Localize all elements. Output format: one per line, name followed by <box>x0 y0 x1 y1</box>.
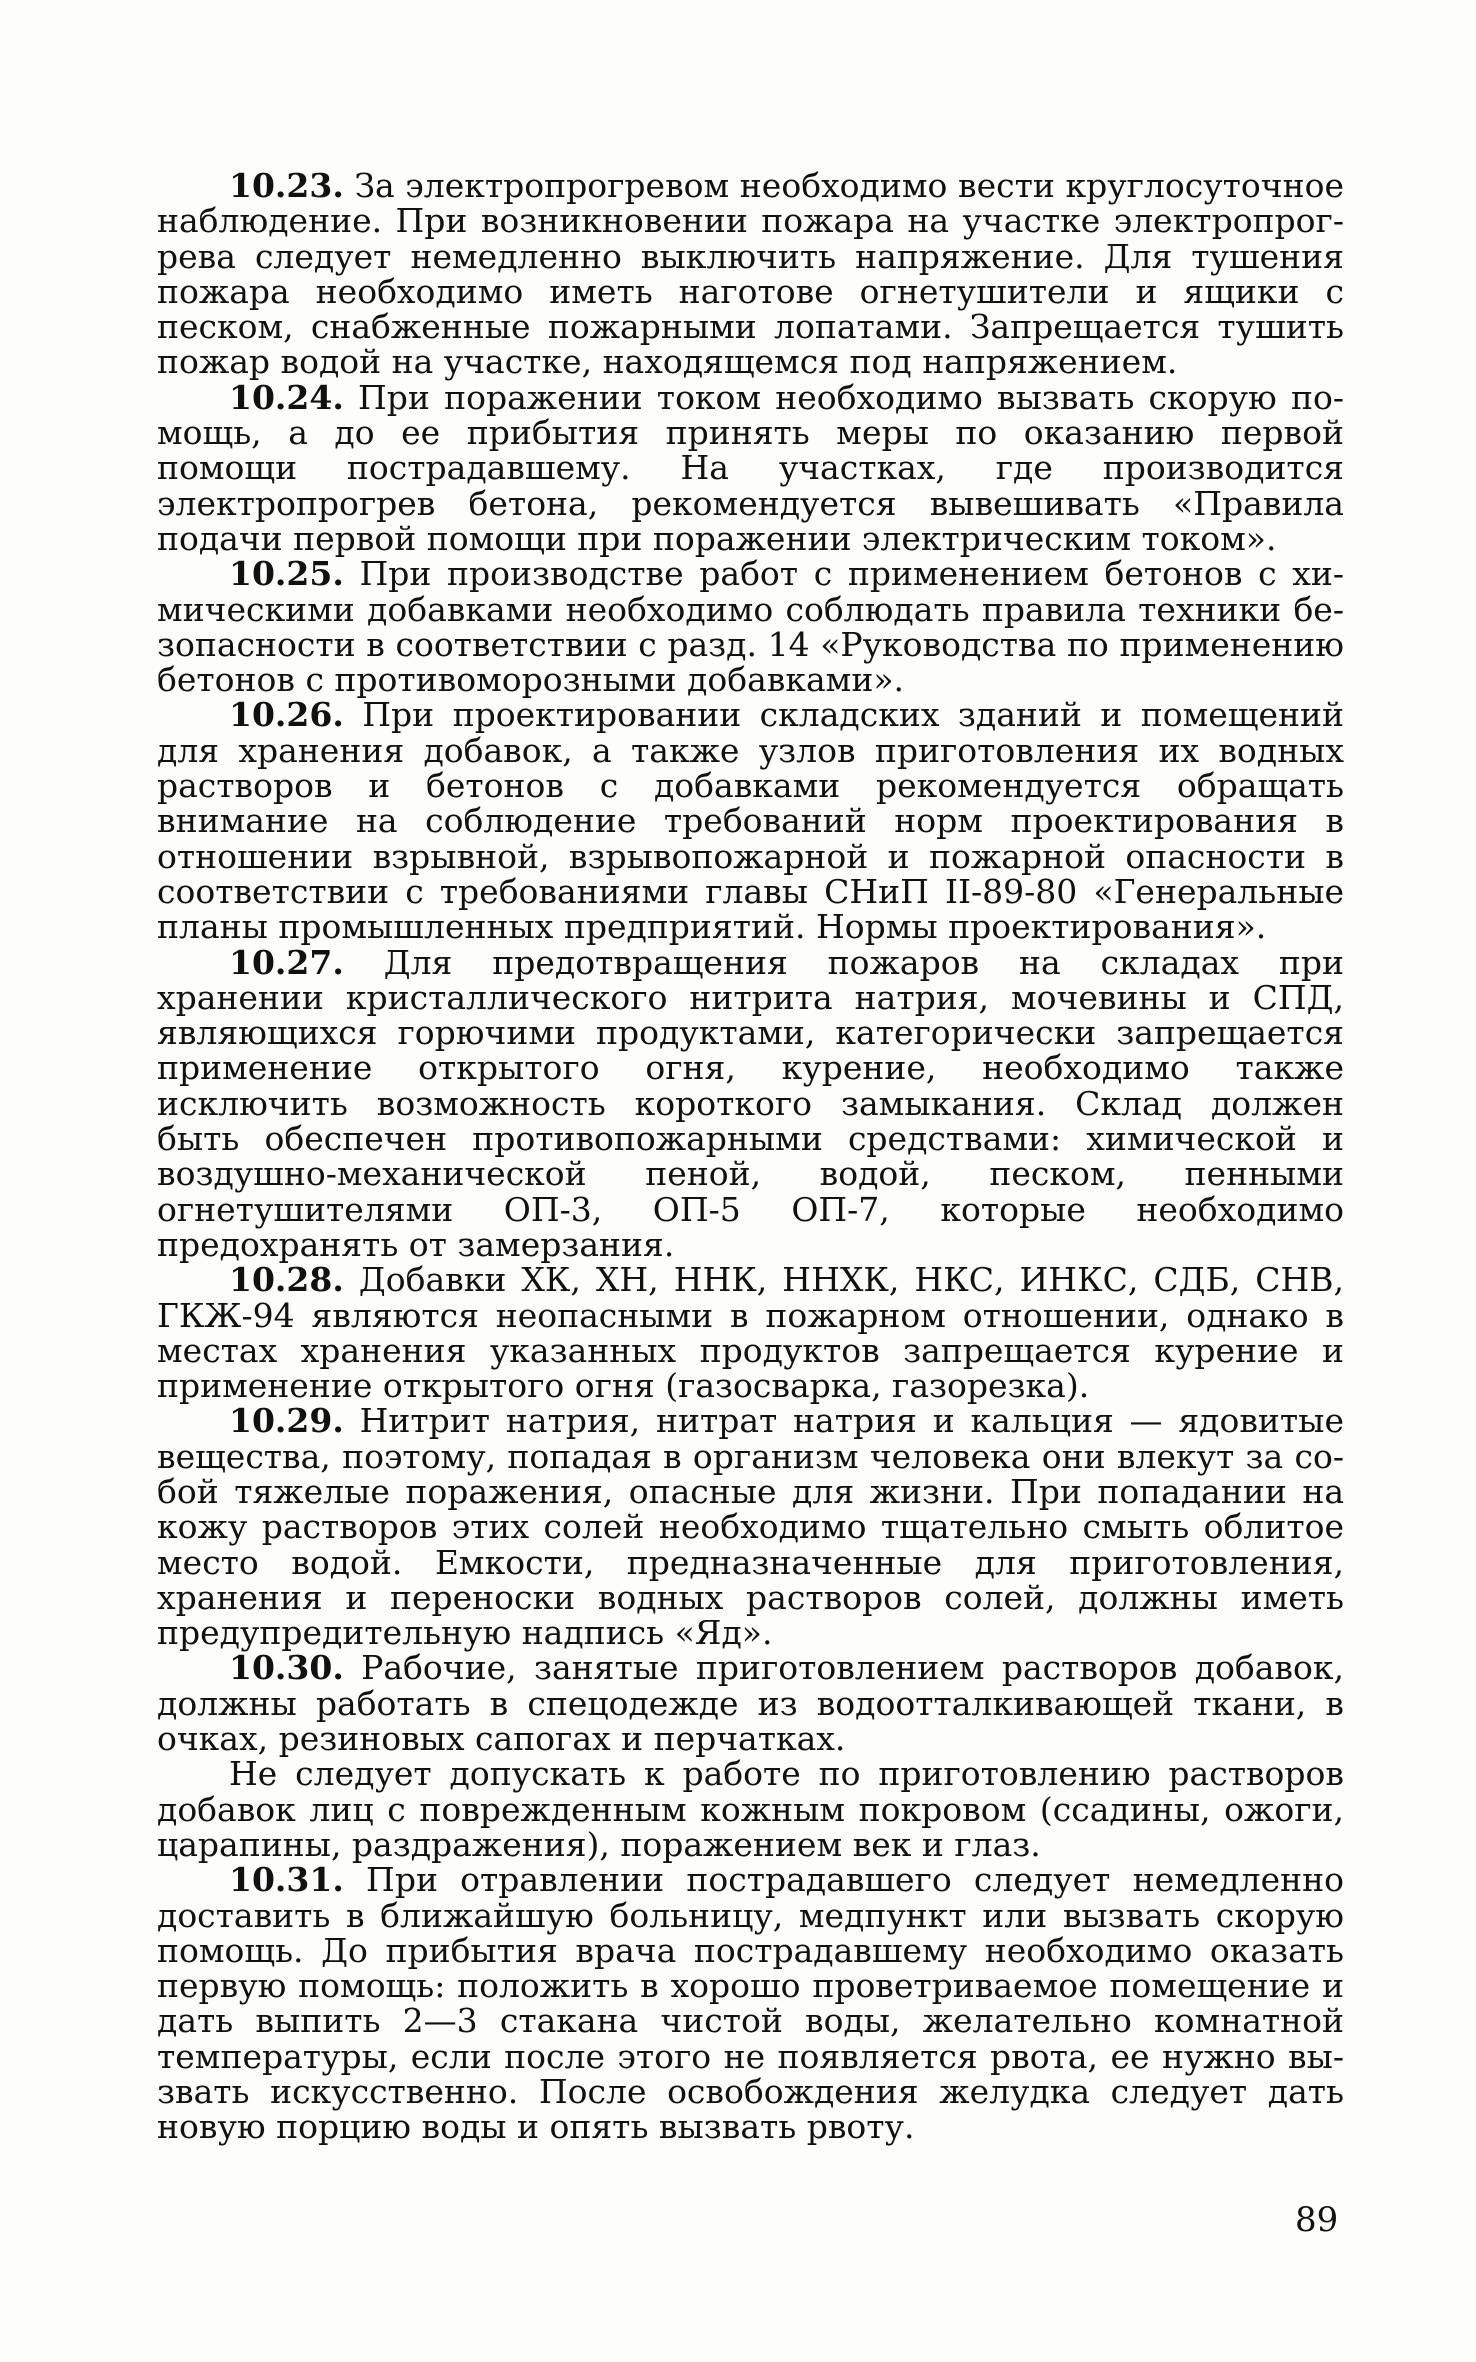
paragraph-text: При поражении током необходимо вызвать скорую помощь, а до ее прибытия принять меры по оказанию первой помощи пострадавшему. На участках, где производится электропрогрев бетона, рекомендуется вывешивать «Правила подачи первой помощи при поражении электрическим током». <box>157 377 1344 558</box>
paragraph-10-31 <box>157 1860 1344 2147</box>
clause-number: 10.26. <box>229 695 344 735</box>
clause-number: 10.28. <box>229 1260 344 1300</box>
clause-number: 10.25. <box>229 554 344 594</box>
paragraph-text: Добавки ХК, ХН, ННК, ННХК, НКС, ИНКС, СДБ, СНВ, ГКЖ-94 являются неопасными в пожарном отношении, однако в местах хранения указанных продуктов запрещается курение и применение открытого огня (газосварка, газорезка). <box>157 1260 1344 1406</box>
paragraph-10-23 <box>157 168 1344 380</box>
paragraph-text: За электропрогревом необходимо вести круглосуточное наблюдение. При возникновении пожара на участке электропрогрева следует немедленно выключить напряжение. Для тушения пожара необходимо иметь наготове огнетушители и ящики с песком, снабженные пожарными лопатами. Запрещается тушить пожар водой на участке, находящемся под напряжением. <box>157 166 1344 382</box>
paragraph-text: Рабочие, занятые приготовлением растворов добавок, должны работать в спецодежде из водоотталкивающей ткани, в очках, резиновых сапогах и перчатках. <box>157 1648 1344 1759</box>
paragraph-10-26 <box>157 695 1345 947</box>
paragraph-text: При производстве работ с применением бетонов с химическими добавками необходимо соблюдать правила техники безопасности в соответствии с разд. 14 «Руководства по применению бетонов с противоморозными добавками». <box>157 554 1344 700</box>
paragraph-text: Для предотвращения пожаров на складах при хранении кристаллического нитрита натрия, мочевины и СПД, являющихся горючими продуктами, категорически запрещается применение открытого огня, курение, необходимо также исключить возможность короткого замыкания. Склад должен быть обеспечен противопожарными средствами: химической и воздушно-механической пеной, водой, песком, пенными огнетушителями ОП-3, ОП-5 ОП-7, которые необходимо предохранять от замерзания. <box>157 942 1344 1264</box>
clause-number: 10.23. <box>229 166 344 205</box>
paragraph-text: Нитрит натрия, нитрат натрия и кальция — ядовитые вещества, поэтому, попадая в организм человека они влекут за собой тяжелые поражения, опасные для жизни. При попадании на кожу растворов этих солей необходимо тщательно смыть облитое место водой. Емкости, предназначенные для приготовления, хранения и переноски водных растворов солей, должны иметь предупредительную надпись «Яд». <box>157 1401 1344 1653</box>
paragraph-text: При проектировании складских зданий и помещений для хранения добавок, а также узлов приготовления их водных растворов и бетонов с добавками рекомендуется обращать внимание на соблюдение требований норм проектирования в отношении взрывной, взрывопожарной и пожарной опасности в соответствии с требованиями главы СНиП II-89-80 «Генеральные планы промышленных предприятий. Нормы проектирования». <box>157 695 1345 947</box>
clause-number: 10.30. <box>229 1648 344 1688</box>
body-text <box>157 168 1344 2145</box>
paragraph-10-30-continued <box>157 1756 1344 1862</box>
clause-number: 10.24. <box>229 377 344 417</box>
paragraph-text: При отравлении пострадавшего следует немедленно доставить в ближайшую больницу, медпункт или вызвать скорую помощь. До прибытия врача пострадавшему необходимо оказать первую помощь: положить в хорошо проветриваемое помещение и дать выпить 2—3 стакана чистой воды, желательно комнатной температуры, если после этого не появляется рвота, ее нужно вызвать искусственно. После освобождения желудка следует дать новую порцию воды и опять вызвать рвоту. <box>157 1860 1344 2147</box>
page-number: 89 <box>1295 2200 1339 2240</box>
paragraph-10-25 <box>157 554 1344 700</box>
paragraph-10-28 <box>157 1260 1344 1406</box>
paragraph-10-24 <box>157 377 1344 558</box>
clause-number: 10.31. <box>229 1860 344 1900</box>
clause-number: 10.29. <box>229 1401 344 1441</box>
paragraph-10-30 <box>157 1648 1344 1759</box>
paragraph-10-27 <box>157 942 1344 1264</box>
paragraph-text: Не следует допускать к работе по приготовлению растворов добавок лиц с поврежденным кожным покровом (ссадины, ожоги, царапины, раздражения), поражением век и глаз. <box>157 1754 1344 1864</box>
paragraph-10-29 <box>157 1401 1344 1653</box>
clause-number: 10.27. <box>229 942 344 982</box>
